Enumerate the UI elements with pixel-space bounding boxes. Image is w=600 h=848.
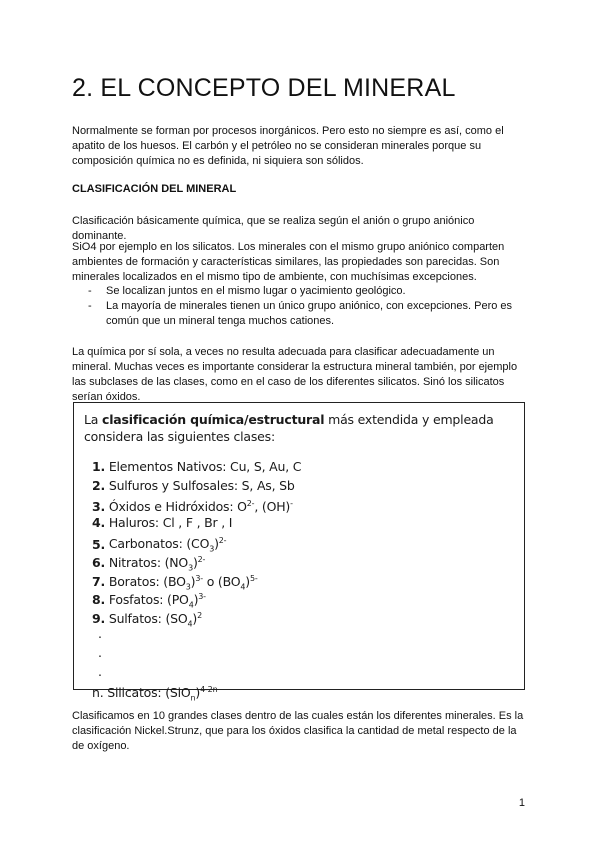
section-heading: CLASIFICACIÓN DEL MINERAL xyxy=(72,183,237,195)
list-item: 7. Boratos: $(BO_3)^{3-}$ o $(BO_4)^{5-}$ xyxy=(92,573,258,592)
list-item: - La mayoría de minerales tienen un único grupo aniónico, con excepciones. Pero es común que un mineral tenga muchos cationes. xyxy=(88,300,513,327)
list-item: 9. Sulfatos: $(SO_4)^2$ xyxy=(92,610,202,629)
list-item: 2. Sulfuros y Sulfosales: S, As, Sb xyxy=(92,477,295,493)
bullet-list xyxy=(72,284,528,329)
list-item: - Se localizan juntos en el mismo lugar o yacimiento geológico. xyxy=(88,285,406,297)
intro-paragraph: Normalmente se forman por procesos inorgánicos. Pero esto no siempre es así, como el apatito de los huesos. El carbón y el petróleo no se consideran minerales porque su composición química no es definida, ni siquiera son sólidos. xyxy=(72,125,504,167)
paragraph-2: SiO4 por ejemplo en los silicatos. Los minerales con el mismo grupo aniónico comparten ambientes de formación y características similares, las propiedades son parecidas. Son minerales localizados en el mismo tipo de ambiente, con muchísimas excepciones. xyxy=(72,241,505,283)
list-item: n. Silicatos: $(SiO_n)^{4-2n}$ xyxy=(92,685,218,703)
page-title: 2. EL CONCEPTO DEL MINERAL xyxy=(72,74,456,102)
classification-box xyxy=(73,402,525,703)
class-list xyxy=(92,458,302,703)
page-number: 1 xyxy=(518,797,525,809)
list-item: 5. Carbonatos: $(CO_3)^{2-}$ xyxy=(92,536,227,555)
list-item: 6. Nitratos: $(NO_3)^{2-}$ xyxy=(92,554,206,573)
list-item: 8. Fosfatos: $(PO_4)^{3-}$ xyxy=(92,592,206,610)
ellipsis-dot: . xyxy=(98,644,102,660)
ellipsis-dot: . xyxy=(98,663,102,679)
box-intro: La clasificación química/estructural más extendida y empleada considera las siguientes clases: xyxy=(84,412,494,444)
paragraph-4: Clasificamos en 10 grandes clases dentro de las cuales están los diferentes minerales. Es la clasificación Nickel.Strunz, que para los óxidos clasifica la cantidad de metal respecto de la de oxígeno. xyxy=(72,710,524,752)
paragraph-1: Clasificación básicamente química, que se realiza según el anión o grupo aniónico dominante. xyxy=(72,215,475,242)
list-item: 4. Haluros: Cl , F , Br , I xyxy=(92,514,233,530)
list-item: 3. Óxidos e Hidróxidos: $O^{2-}$, (OH)- xyxy=(92,499,293,515)
paragraph-3: La química por sí sola, a veces no resulta adecuada para clasificar adecuadamente un mineral. Muchas veces es importante considerar la estructura mineral también, por ejemplo las subclases de las clases, como en el caso de los diferentes silicatos. Sinó los silicatos serían óxidos. xyxy=(72,346,518,403)
ellipsis-dot: . xyxy=(98,626,102,642)
list-item: 1. Elementos Nativos: Cu, S, Au, C xyxy=(92,459,302,474)
